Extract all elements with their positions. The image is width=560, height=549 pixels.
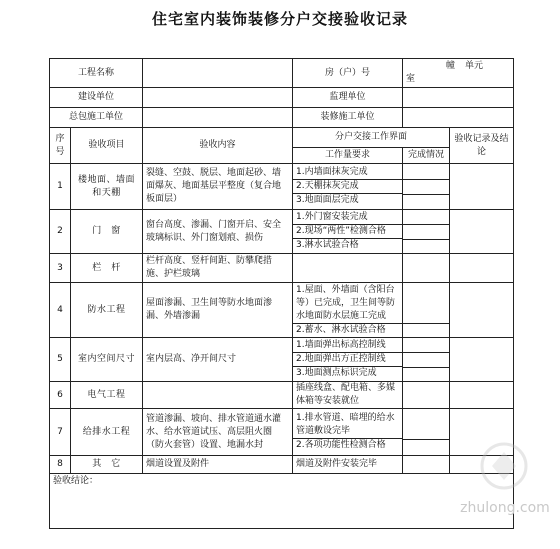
table-row <box>50 456 514 474</box>
row-item: 室内空间尺寸 <box>71 338 143 382</box>
project-name-value[interactable] <box>143 59 293 88</box>
row-item: 其 它 <box>71 456 143 474</box>
project-name-row <box>50 59 514 88</box>
row-record[interactable] <box>450 382 514 409</box>
watermark-text: zhulong.com <box>460 500 550 516</box>
row-content: 栏杆高度、竖杆间距、防攀爬措施、护栏玻璃 <box>143 254 293 283</box>
row-item: 给排水工程 <box>71 409 143 456</box>
project-name-label: 工程名称 <box>50 59 143 88</box>
table-row <box>50 254 514 283</box>
row-requirements <box>293 210 403 254</box>
requirement-line: 2.各项功能性检测合格 <box>296 440 386 450</box>
row-item: 门 窗 <box>71 210 143 254</box>
status-line[interactable] <box>403 353 449 368</box>
status-line[interactable] <box>403 458 449 471</box>
decoration-contractor-value[interactable] <box>403 108 514 128</box>
building-label: 幢 <box>446 61 456 71</box>
row-requirements <box>293 338 403 382</box>
row-content: 裂缝、空鼓、脱层、地面起砂、墙面爆灰、地面基层平整度（复合地板面层） <box>143 164 293 210</box>
status-line[interactable] <box>403 240 449 253</box>
row-status[interactable] <box>403 382 450 409</box>
row-status[interactable] <box>403 409 450 456</box>
table-row <box>50 409 514 456</box>
watermark-logo-icon <box>478 440 530 492</box>
row-content: 窗台高度、渗漏、门窗开启、安全玻璃标识、外门窗划痕、损伤 <box>143 210 293 254</box>
supervision-unit-label: 监理单位 <box>293 88 403 108</box>
row-status[interactable] <box>403 254 450 283</box>
row-item: 防水工程 <box>71 283 143 338</box>
table-row <box>50 338 514 382</box>
requirement-line: 2.天棚抹灰完成 <box>293 180 402 194</box>
row-content: 管道渗漏、坡向、排水管道通水灌水、给水管道试压、高层阻火圈（防火套管）设置、地漏水封 <box>143 409 293 456</box>
document-title: 住宅室内装饰装修分户交接验收记录 <box>151 10 408 28</box>
row-number: 6 <box>50 382 71 409</box>
row-status[interactable] <box>403 456 450 474</box>
requirement-line: 3.淋水试验合格 <box>296 240 359 250</box>
construction-unit-label: 建设单位 <box>50 88 143 108</box>
status-line[interactable] <box>403 225 449 240</box>
row-content: 屋面渗漏、卫生间等防水地面渗漏、外墙渗漏 <box>143 283 293 338</box>
status-line[interactable] <box>403 338 449 353</box>
requirement-line: 2.蓄水、淋水试验合格 <box>296 324 386 335</box>
row-content: 室内层高、净开间尺寸 <box>143 338 293 382</box>
status-line[interactable] <box>403 180 449 195</box>
row-status[interactable] <box>403 164 450 210</box>
table-row <box>50 382 514 409</box>
room-suffix-label: 室 <box>406 74 416 84</box>
content-header: 验收内容 <box>143 128 293 164</box>
general-contractor-value[interactable] <box>143 108 293 128</box>
room-number-label: 房（户）号 <box>293 59 403 88</box>
row-item: 栏 杆 <box>71 254 143 283</box>
row-requirements <box>293 382 403 409</box>
construction-unit-value[interactable] <box>143 88 293 108</box>
row-requirements <box>293 409 403 456</box>
row-item: 电气工程 <box>71 382 143 409</box>
conclusion-row <box>50 474 514 529</box>
status-line[interactable] <box>403 165 449 180</box>
row-status[interactable] <box>403 210 450 254</box>
unit-label: 单元 <box>465 61 484 71</box>
row-content <box>143 382 293 409</box>
row-number: 5 <box>50 338 71 382</box>
row-requirements <box>293 456 403 474</box>
status-line[interactable] <box>403 210 449 225</box>
row-status[interactable] <box>403 338 450 382</box>
status-line[interactable] <box>403 440 449 453</box>
conclusion-label: 验收结论： <box>53 476 99 486</box>
row-record[interactable] <box>450 210 514 254</box>
status-line[interactable] <box>403 382 449 408</box>
requirement-line: 1.外门窗安装完成 <box>293 211 402 225</box>
requirement-line: 2.地面弹出方正控制线 <box>293 353 402 367</box>
status-line[interactable] <box>403 324 449 337</box>
requirement-line: 1.墙面弹出标高控制线 <box>293 339 402 353</box>
supervision-unit-value[interactable] <box>403 88 514 108</box>
requirement-line: 1.内墙面抹灰完成 <box>293 166 402 180</box>
conclusion-cell[interactable] <box>50 474 514 529</box>
status-line[interactable] <box>403 412 449 440</box>
row-number: 2 <box>50 210 71 254</box>
row-content: 烟道设置及附件 <box>143 456 293 474</box>
requirement-line: 3.地面测点标识完成 <box>296 368 377 378</box>
requirement-line: 3.地面面层完成 <box>296 195 359 205</box>
contractor-row <box>50 108 514 128</box>
general-contractor-label: 总包施工单位 <box>50 108 143 128</box>
table-row <box>50 283 514 338</box>
row-requirements <box>293 164 403 210</box>
status-line[interactable] <box>403 368 449 381</box>
row-item: 楼地面、墙面和天棚 <box>71 164 143 210</box>
row-record[interactable] <box>450 338 514 382</box>
requirement-line: 插座线盒、配电箱、多媒体箱等安装就位 <box>296 383 396 406</box>
row-record[interactable] <box>450 283 514 338</box>
seq-header: 序号 <box>50 128 71 164</box>
handover-header: 分户交接工作界面 <box>293 128 450 148</box>
construction-unit-row <box>50 88 514 108</box>
status-header: 完成情况 <box>403 148 450 164</box>
row-record[interactable] <box>450 164 514 210</box>
requirement-line: 1.屋面、外墙面（含阳台等）已完成，卫生间等防水地面防水层施工完成 <box>293 284 402 324</box>
record-header: 验收记录及结论 <box>450 128 514 164</box>
row-requirements <box>293 254 403 283</box>
status-line[interactable] <box>403 283 449 324</box>
table-row <box>50 164 514 210</box>
item-header: 验收项目 <box>71 128 143 164</box>
status-line[interactable] <box>403 195 449 208</box>
row-record[interactable] <box>450 254 514 283</box>
requirement-line: 烟道及附件安装完毕 <box>296 459 378 469</box>
row-number: 1 <box>50 164 71 210</box>
requirement-line: 2.现场“两性”检测合格 <box>293 225 402 239</box>
acceptance-table <box>49 58 514 529</box>
row-number: 3 <box>50 254 71 283</box>
row-number: 4 <box>50 283 71 338</box>
room-number-value[interactable] <box>403 59 514 88</box>
column-header-row <box>50 128 514 148</box>
table-row <box>50 210 514 254</box>
row-number: 8 <box>50 456 71 474</box>
workload-header: 工作量要求 <box>293 148 403 164</box>
row-number: 7 <box>50 409 71 456</box>
row-status[interactable] <box>403 283 450 338</box>
decoration-contractor-label: 装修施工单位 <box>293 108 403 128</box>
requirement-line: 1.排水管道、暗埋的给水管道敷设完毕 <box>293 412 402 439</box>
row-requirements <box>293 283 403 338</box>
